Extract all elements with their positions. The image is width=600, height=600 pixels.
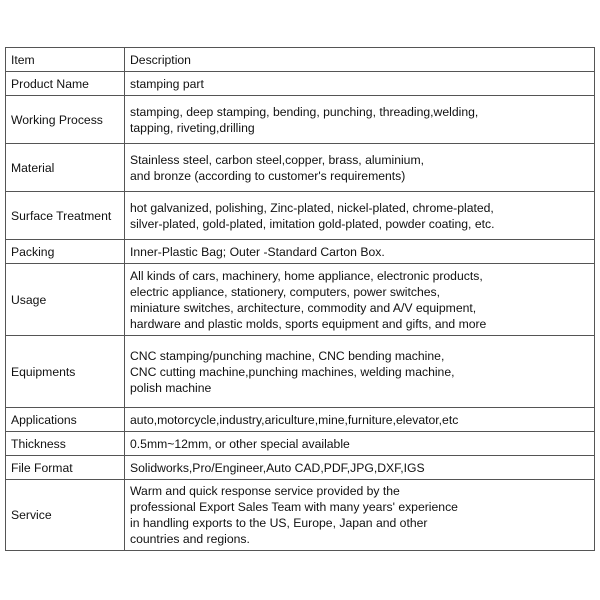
row-value: auto,motorcycle,industry,ariculture,mine,furniture,elevator,etc — [125, 408, 595, 432]
row-label: Surface Treatment — [6, 192, 125, 240]
row-label: File Format — [6, 456, 125, 480]
row-value: Warm and quick response service provided by the professional Export Sales Team with many years' experience in handling exports to the US, Europe, Japan and other countries and regions. — [125, 480, 595, 551]
row-value: CNC stamping/punching machine, CNC bending machine, CNC cutting machine,punching machines, welding machine, polish machine — [125, 336, 595, 408]
row-label: Equipments — [6, 336, 125, 408]
row-value: stamping, deep stamping, bending, punching, threading,welding, tapping, riveting,drilling — [125, 96, 595, 144]
table-row-file-format — [6, 456, 595, 480]
row-label: Material — [6, 144, 125, 192]
row-value: hot galvanized, polishing, Zinc-plated, nickel-plated, chrome-plated, silver-plated, gold-plated, imitation gold-plated, powder coating, etc. — [125, 192, 595, 240]
row-label: Product Name — [6, 72, 125, 96]
table-row-service — [6, 480, 595, 551]
row-value: 0.5mm~12mm, or other special available — [125, 432, 595, 456]
table-row-equipments — [6, 336, 595, 408]
row-label: Usage — [6, 264, 125, 336]
row-label: Service — [6, 480, 125, 551]
table-row-surface-treatment — [6, 192, 595, 240]
row-label: Working Process — [6, 96, 125, 144]
row-label: Packing — [6, 240, 125, 264]
row-value: Stainless steel, carbon steel,copper, brass, aluminium, and bronze (according to customer's requirements) — [125, 144, 595, 192]
table-row-product-name — [6, 72, 595, 96]
table-row-packing — [6, 240, 595, 264]
row-label: Thickness — [6, 432, 125, 456]
table-row-usage — [6, 264, 595, 336]
table-row-applications — [6, 408, 595, 432]
table-row-thickness — [6, 432, 595, 456]
row-value: stamping part — [125, 72, 595, 96]
row-label: Applications — [6, 408, 125, 432]
header-item: Item — [6, 48, 125, 72]
table-header-row — [6, 48, 595, 72]
table-row-material — [6, 144, 595, 192]
row-value: Solidworks,Pro/Engineer,Auto CAD,PDF,JPG,DXF,IGS — [125, 456, 595, 480]
table-row-working-process — [6, 96, 595, 144]
row-value: Inner-Plastic Bag; Outer -Standard Carton Box. — [125, 240, 595, 264]
header-description: Description — [125, 48, 595, 72]
row-value: All kinds of cars, machinery, home appliance, electronic products, electric appliance, stationery, computers, power switches, miniature switches, architecture, commodity and A/V equipment, hardware and plastic molds, sports equipment and gifts, and more — [125, 264, 595, 336]
product-spec-table — [5, 47, 595, 551]
